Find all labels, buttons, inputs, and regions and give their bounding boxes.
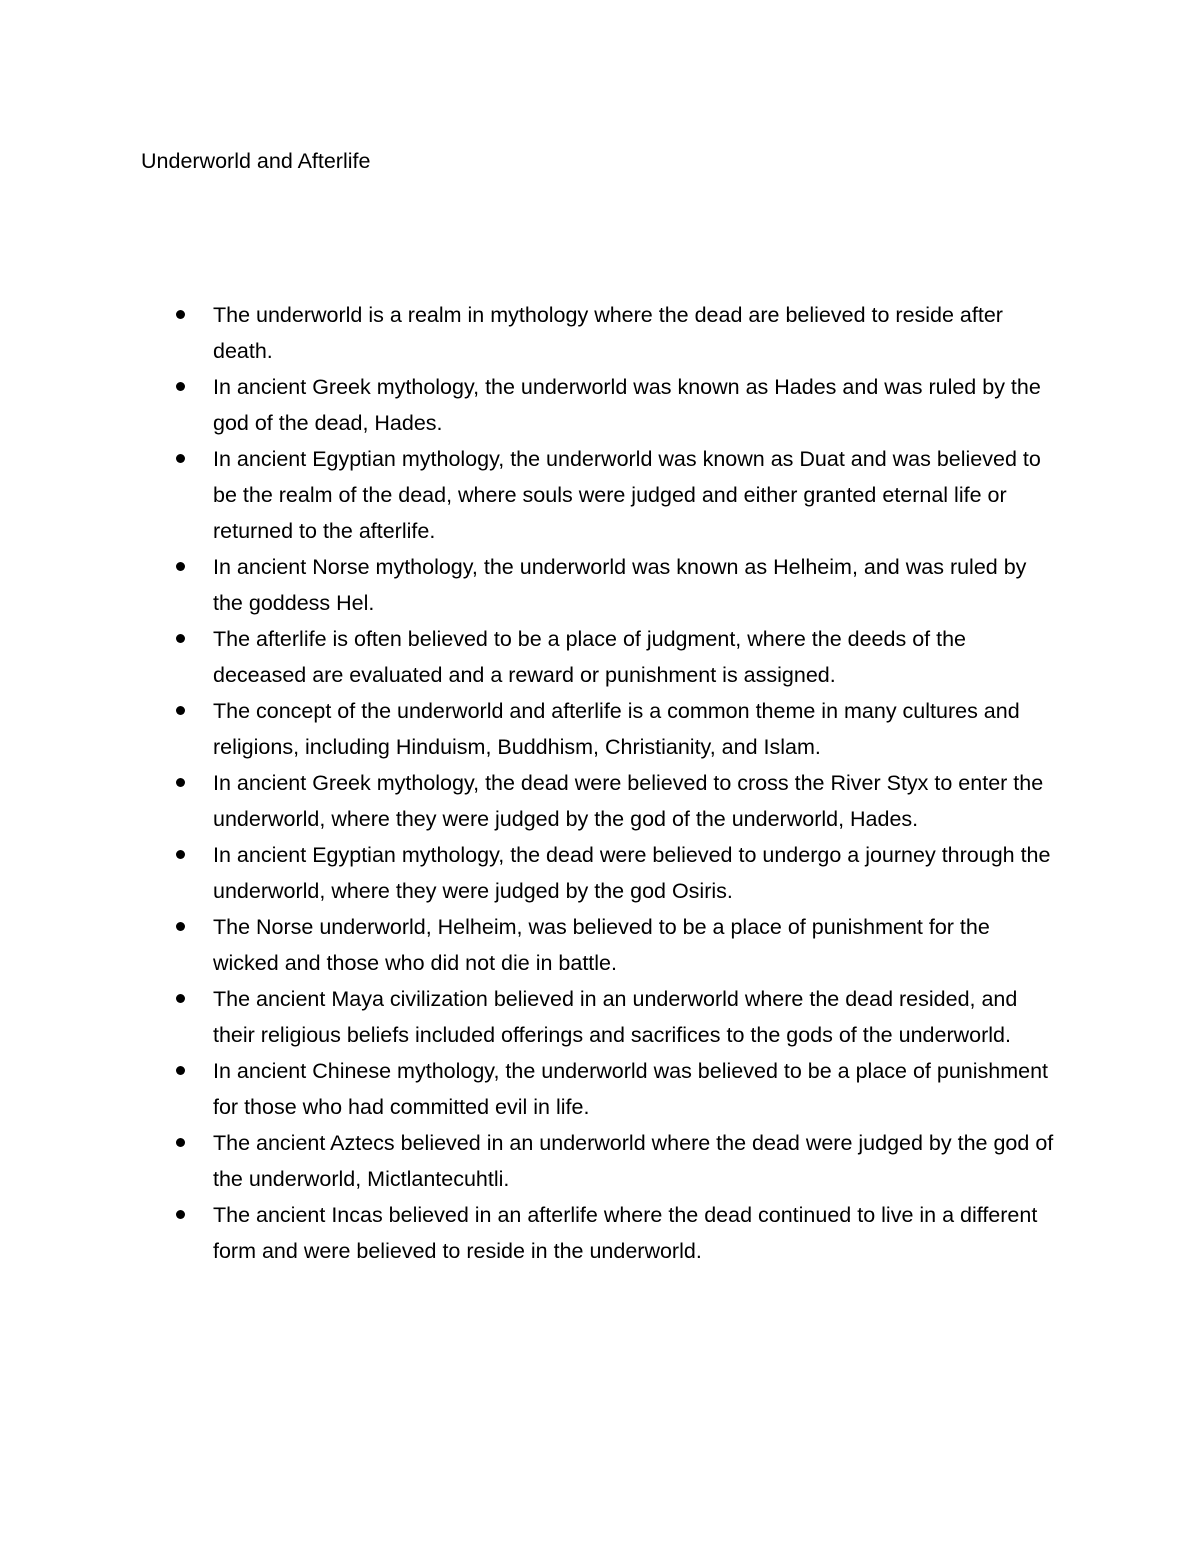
list-item-text: The afterlife is often believed to be a place of judgment, where the deeds of the deceased are evaluated and a reward or punishment is assigned. (213, 627, 966, 687)
bullet-point-icon (176, 454, 185, 463)
list-item-text: In ancient Norse mythology, the underworld was known as Helheim, and was ruled by the goddess Hel. (213, 555, 1027, 615)
list-item (141, 1197, 1061, 1269)
list-item (141, 369, 1061, 441)
bullet-point-icon (176, 706, 185, 715)
list-item-text: In ancient Egyptian mythology, the dead were believed to undergo a journey through the underworld, where they were judged by the god Osiris. (213, 843, 1051, 903)
list-item-text: In ancient Egyptian mythology, the underworld was known as Duat and was believed to be the realm of the dead, where souls were judged and either granted eternal life or returned to the afterlife. (213, 447, 1041, 543)
bullet-point-icon (176, 922, 185, 931)
list-item-text: The Norse underworld, Helheim, was believed to be a place of punishment for the wicked and those who did not die in battle. (213, 915, 990, 975)
list-item (141, 441, 1061, 549)
list-item-text: The concept of the underworld and afterlife is a common theme in many cultures and religions, including Hinduism, Buddhism, Christianity, and Islam. (213, 699, 1020, 759)
list-item-text: In ancient Chinese mythology, the underworld was believed to be a place of punishment for those who had committed evil in life. (213, 1059, 1049, 1119)
list-item (141, 909, 1061, 981)
list-item-text: The ancient Incas believed in an afterlife where the dead continued to live in a different form and were believed to reside in the underworld. (213, 1203, 1038, 1263)
bullet-point-icon (176, 1138, 185, 1147)
list-item-text: The underworld is a realm in mythology where the dead are believed to reside after death. (213, 303, 1003, 363)
list-item (141, 549, 1061, 621)
list-item-text: In ancient Greek mythology, the underworld was known as Hades and was ruled by the god of the dead, Hades. (213, 375, 1041, 435)
list-item (141, 621, 1061, 693)
document-title: Underworld and Afterlife (141, 149, 371, 173)
list-item-text: The ancient Maya civilization believed in an underworld where the dead resided, and their religious beliefs included offerings and sacrifices to the gods of the underworld. (213, 987, 1018, 1047)
list-item (141, 1125, 1061, 1197)
bullet-list (141, 297, 1061, 1269)
bullet-point-icon (176, 778, 185, 787)
list-item-text: In ancient Greek mythology, the dead were believed to cross the River Styx to enter the underworld, where they were judged by the god of the underworld, Hades. (213, 771, 1044, 831)
list-item-text: The ancient Aztecs believed in an underworld where the dead were judged by the god of the underworld, Mictlantecuhtli. (213, 1131, 1054, 1191)
bullet-point-icon (176, 994, 185, 1003)
list-item (141, 837, 1061, 909)
list-item (141, 765, 1061, 837)
bullet-point-icon (176, 1066, 185, 1075)
bullet-point-icon (176, 310, 185, 319)
bullet-point-icon (176, 634, 185, 643)
list-item (141, 981, 1061, 1053)
bullet-point-icon (176, 562, 185, 571)
bullet-point-icon (176, 382, 185, 391)
list-item (141, 297, 1061, 369)
list-item (141, 1053, 1061, 1125)
bullet-point-icon (176, 1210, 185, 1219)
list-item (141, 693, 1061, 765)
bullet-point-icon (176, 850, 185, 859)
